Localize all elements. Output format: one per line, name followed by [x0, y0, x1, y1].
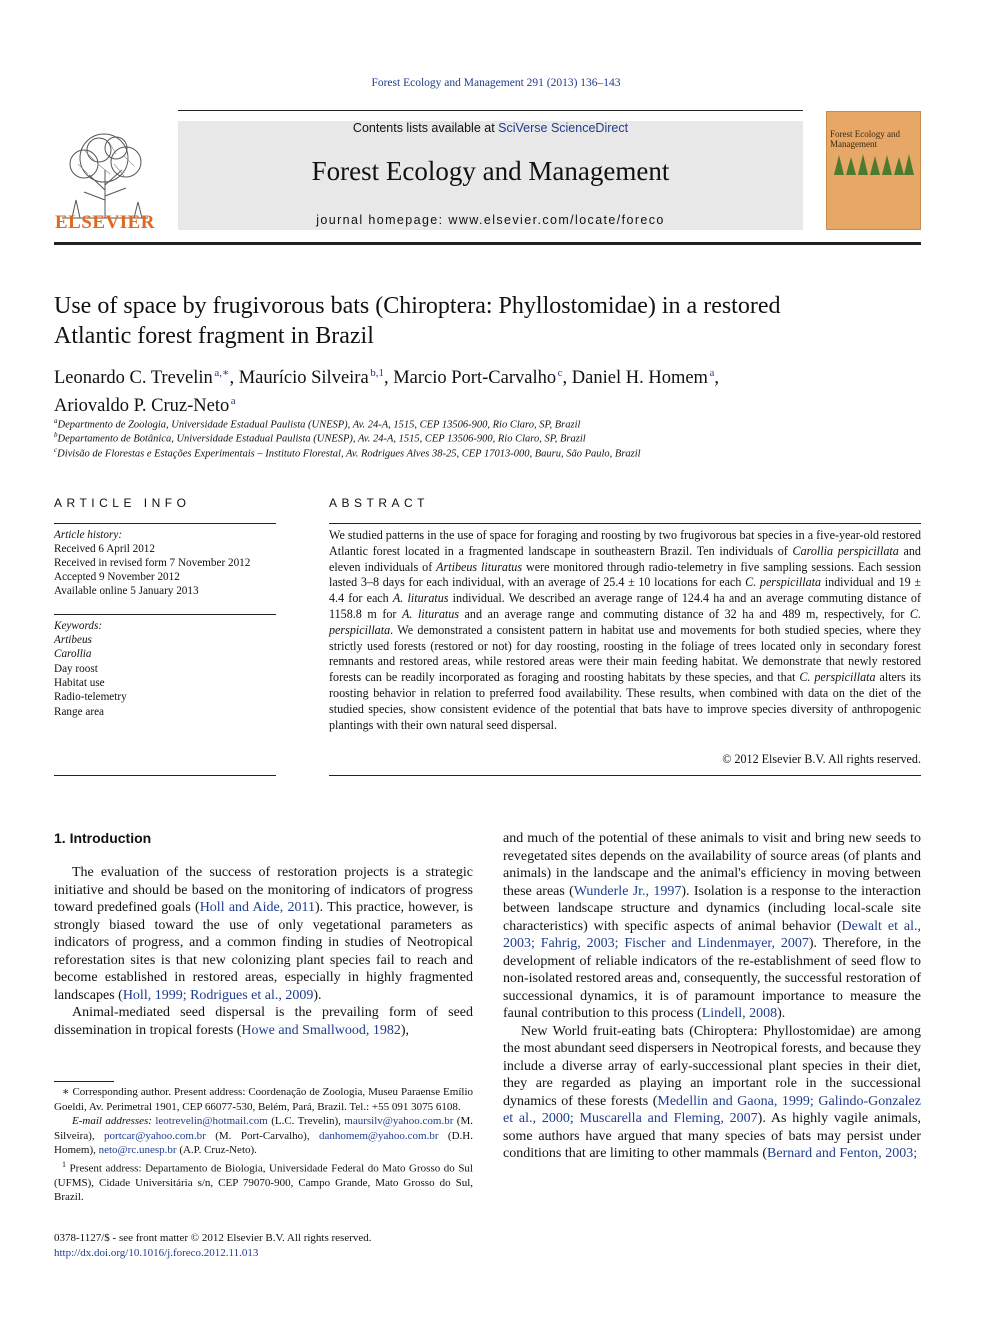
abstract-heading: ABSTRACT: [329, 496, 430, 510]
abstract-run: We studied patterns in the use of space for foraging and roosting by two frugivorous bat species in a five-year-old restored Atlantic forest located in a fragmented landscape in southeastern Brazil. Ten individuals of: [329, 528, 921, 558]
article-title-line: Atlantic forest fragment in Brazil: [54, 323, 374, 349]
history-label: Article history:: [54, 529, 123, 541]
divider: [54, 523, 276, 524]
text-run: ). As highly vagile animals, some authors have argued that many species of bats may persist under conditions that are limiting to other mammals (: [503, 1111, 921, 1161]
journal-homepage[interactable]: journal homepage: www.elsevier.com/locate/foreco: [316, 213, 665, 227]
body-column-left: [54, 864, 473, 1039]
species-name: C. perspicillata: [745, 575, 822, 590]
keyword: Radio-telemetry: [54, 691, 127, 703]
keyword: Day roost: [54, 663, 98, 675]
footnote-corresponding: [54, 1085, 473, 1114]
email-link[interactable]: danhomem@yahoo.com.br: [319, 1129, 439, 1142]
accepted-date: Accepted 9 November 2012: [54, 571, 180, 583]
revised-date: Received in revised form 7 November 2012: [54, 557, 251, 569]
author-affiliation-mark[interactable]: a: [230, 395, 236, 408]
keyword: Habitat use: [54, 677, 105, 689]
abstract-run: alters its roosting behavior in relation to preferred food availability. These results, when combined with data on the diet of the studied species, show consistent evidence of the potential that bats have to improve species diversity of anthropogenic plantings with their own natural seed dispersal.: [329, 670, 922, 732]
affiliation-key: b: [54, 431, 58, 439]
email-owner: (A.P. Cruz-Neto).: [176, 1144, 257, 1156]
author-affiliation-mark[interactable]: a,∗: [214, 367, 230, 379]
citation-link[interactable]: Howe and Smallwood, 1982: [241, 1022, 401, 1038]
footnote-symbol: ∗: [62, 1086, 70, 1098]
article-info-heading: ARTICLE INFO: [54, 496, 191, 510]
email-link[interactable]: maursilv@yahoo.com.br: [344, 1115, 454, 1127]
text-run: The evaluation of the success of restoration projects is a strategic initiative and should be based on the monitoring of indicators of progress toward predefined goals (: [54, 865, 473, 915]
citation-link[interactable]: Wunderle Jr., 1997: [573, 883, 682, 899]
article-title-line: Use of space by frugivorous bats (Chiroptera: Phyllostomidae) in a restored: [54, 293, 781, 319]
citation-link[interactable]: Lindell, 2008: [701, 1006, 778, 1021]
affiliation-text: Divisão de Florestas e Estações Experimentais – Instituto Florestal, Av. Rodrigues Alves 38-25, CEP 17013-000, Bauru, São Paulo, Brazil: [57, 448, 641, 460]
keyword: Artibeus: [54, 634, 92, 646]
abstract-run: were monitored through radio-telemetry in five sampling sessions. Each session lasted 3–8 days for each individual, with an average of 25.4 ± 10 locations for each: [329, 559, 922, 590]
affiliation-text: Departmento de Zoologia, Universidade Estadual Paulista (UNESP), Av. 24-A, 1515, CEP 13506-900, Rio Claro, SP, Brazil: [57, 419, 581, 431]
cover-title: Forest Ecology and Management: [830, 129, 900, 149]
divider: [329, 523, 921, 524]
email-owner: (M. Port-Carvalho),: [205, 1129, 319, 1142]
author-separator: ,: [229, 368, 239, 389]
text-run: and much of the potential of these animals to visit and bring new seeds to revegetated sites depends on the availability of source areas (of plants and animals) in the landscape and the animal's efficiency in moving between these areas (: [503, 831, 921, 899]
text-run: ). Isolation is a response to the interaction between landscape structure and dynamics (including local-scale site characteristics) with specific aspects of animal behavior (: [503, 883, 921, 934]
online-date: Available online 5 January 2013: [54, 585, 199, 597]
abstract-run: and an average range and commuting distance of 32 ha and 489 m, respectively, for: [458, 606, 910, 621]
text-run: ). Therefore, in the development of reliable indicators of the re-establishment of seed flow to non-isolated restored areas and, consequently, the successful restoration of successional dynamics, it is of paramount importance to measure the faunal contribution to this process (: [503, 936, 921, 1021]
body-paragraph: [54, 1004, 473, 1039]
doi-link[interactable]: http://dx.doi.org/10.1016/j.foreco.2012.11.013: [54, 1246, 259, 1259]
sciencedirect-link[interactable]: SciVerse ScienceDirect: [498, 121, 629, 135]
text-run: ).: [313, 987, 322, 1003]
footnote-rule: [54, 1081, 114, 1082]
author-name: Maurício Silveira: [238, 368, 369, 389]
citation-link[interactable]: Bernard and Fenton, 2003;: [767, 1146, 918, 1161]
cover-trees-image: [830, 153, 916, 177]
author-affiliation-mark[interactable]: b,1: [370, 367, 384, 379]
received-date: Received 6 April 2012: [54, 543, 155, 555]
keywords-label: Keywords:: [54, 620, 103, 632]
front-matter-info: [54, 1231, 554, 1260]
affiliation: [54, 417, 924, 431]
email-link[interactable]: neto@rc.unesp.br: [98, 1144, 177, 1156]
email-owner: (L.C. Trevelin),: [267, 1115, 345, 1127]
header-bottom-rule: [54, 242, 921, 245]
footnote-present-address: [54, 1158, 473, 1205]
text-run: New World fruit-eating bats (Chiroptera: Phyllostomidae) are among the most abundant seed dispersers in Neotropical forests, and because they include a diverse array of early-successional plant species in their diet, they are regarded as playing an important role in the successional dynamics of these forests (: [503, 1023, 921, 1109]
author-name: Ariovaldo P. Cruz-Neto: [54, 396, 230, 417]
contents-prefix: Contents lists available at: [352, 121, 499, 135]
author-name: Leonardo C. Trevelin: [54, 368, 213, 389]
email-owner: (D.H. Homem),: [54, 1129, 473, 1156]
article-title: [54, 291, 924, 351]
abstract-copyright: © 2012 Elsevier B.V. All rights reserved.: [722, 752, 921, 766]
footnotes: [54, 1085, 473, 1205]
email-label: E-mail addresses:: [72, 1115, 152, 1127]
section-heading: 1. Introduction: [54, 830, 152, 846]
footnote-symbol: 1: [62, 1159, 66, 1169]
affiliation: [54, 446, 924, 460]
header-top-rule: [178, 110, 803, 111]
author-separator: ,: [714, 368, 719, 389]
species-name: Carollia perspicillata: [792, 543, 899, 558]
abstract-run: individual and 19 ± 4.4 for each: [329, 575, 922, 606]
species-name: Artibeus lituratus: [436, 559, 523, 574]
affiliation-text: Departamento de Botânica, Universidade Estadual Paulista (UNESP), Av. 24-A, 1515, CEP 13506-900, Rio Claro, SP, Brazil: [57, 433, 586, 445]
affiliation: [54, 431, 924, 445]
email-link[interactable]: leotrevelin@hotmail.com: [155, 1115, 268, 1127]
footnote-text: Corresponding author. Present address: Coordenação de Zoologia, Museu Paraense Emílio Goeldi, Av. Perimetral 1901, CEP 66077-530, Belém, Pará, Brazil. Tel.: +55 091 3075 6108.: [54, 1086, 473, 1113]
author-name: Marcio Port-Carvalho: [393, 368, 557, 389]
keyword: Carollia: [54, 648, 92, 660]
species-name: C. perspicillata: [329, 606, 921, 637]
author-name: Daniel H. Homem: [571, 368, 708, 389]
divider: [329, 775, 921, 776]
author-list: [54, 362, 924, 418]
publisher-name: ELSEVIER: [54, 212, 156, 233]
journal-citation[interactable]: Forest Ecology and Management 291 (2013) 136–143: [371, 77, 621, 89]
abstract-run: . We demonstrated a consistent pattern in habitat use and movements for both studied species, where they strictly used forests (restored or not) for day roosting, roosting in the foliage of trees located only in secondary forest remnants and restored areas, while restored areas were their main feeding habitat. We demonstrate that newly restored forests can be readily incorporated as foraging and roosting habitats by these species, and that: [329, 622, 921, 685]
email-link[interactable]: portcar@yahoo.com.br: [104, 1129, 206, 1142]
email-owner: (M. Silveira),: [54, 1115, 473, 1142]
affiliation-key: a: [54, 417, 58, 425]
citation-link[interactable]: Medellin and Gaona, 1999; Galindo-Gonzalez et al., 2000; Muscarella and Fleming, 2007: [503, 1093, 921, 1126]
author-separator: ,: [562, 368, 572, 389]
text-run: ). This practice, however, is strongly biased toward the use of only vegetational parameters as indicators of progress, and a common finding in studies of Neotropical reforestation sites is that new colonizing plant species fail to reach and become established in restored areas, especially in highly fragmented landscapes (: [54, 900, 474, 1003]
text-run: ),: [400, 1022, 410, 1038]
body-column-right: [503, 830, 921, 1163]
abstract-run: and eleven individuals of: [329, 543, 921, 574]
issn-line: 0378-1127/$ - see front matter © 2012 Elsevier B.V. All rights reserved.: [54, 1232, 372, 1244]
text-run: ).: [777, 1006, 786, 1021]
journal-title: Forest Ecology and Management: [311, 156, 670, 186]
footnote-emails: [54, 1114, 473, 1158]
footnote-text: Present address: Departamento de Biologia, Universidade Federal do Mato Grosso do Sul (UFMS), Cidade Universitária s/n, CEP 79070-900, Campo Grande, Mato Grosso do Sul, Brazil.: [54, 1162, 473, 1204]
keyword: Range area: [54, 706, 104, 718]
divider: [54, 775, 276, 776]
species-name: C. perspicillata: [799, 670, 876, 685]
citation-link[interactable]: Holl and Aide, 2011: [199, 900, 315, 915]
affiliation-key: c: [54, 446, 58, 454]
species-name: A. lituratus: [392, 591, 449, 606]
author-affiliation-mark[interactable]: c: [557, 367, 563, 379]
text-run: Animal-mediated seed dispersal is the prevailing form of seed dissemination in tropical forests (: [54, 1005, 473, 1038]
species-name: A. lituratus: [402, 606, 459, 621]
abstract-text: [329, 528, 921, 733]
citation-link[interactable]: Dewalt et al., 2003; Fahrig, 2003; Fischer and Lindenmayer, 2007: [503, 918, 921, 951]
citation-link[interactable]: Holl, 1999; Rodrigues et al., 2009: [122, 987, 314, 1003]
body-paragraph: [503, 1023, 921, 1163]
author-separator: ,: [383, 368, 394, 389]
divider: [54, 614, 276, 615]
body-paragraph: [54, 864, 473, 1004]
body-paragraph: [503, 830, 921, 1023]
contents-line: [178, 121, 803, 135]
abstract-run: individual. We described an average range of 124.4 ha and an average commuting distance of 1158.8 m for: [329, 591, 921, 621]
author-affiliation-mark[interactable]: a: [709, 367, 715, 379]
